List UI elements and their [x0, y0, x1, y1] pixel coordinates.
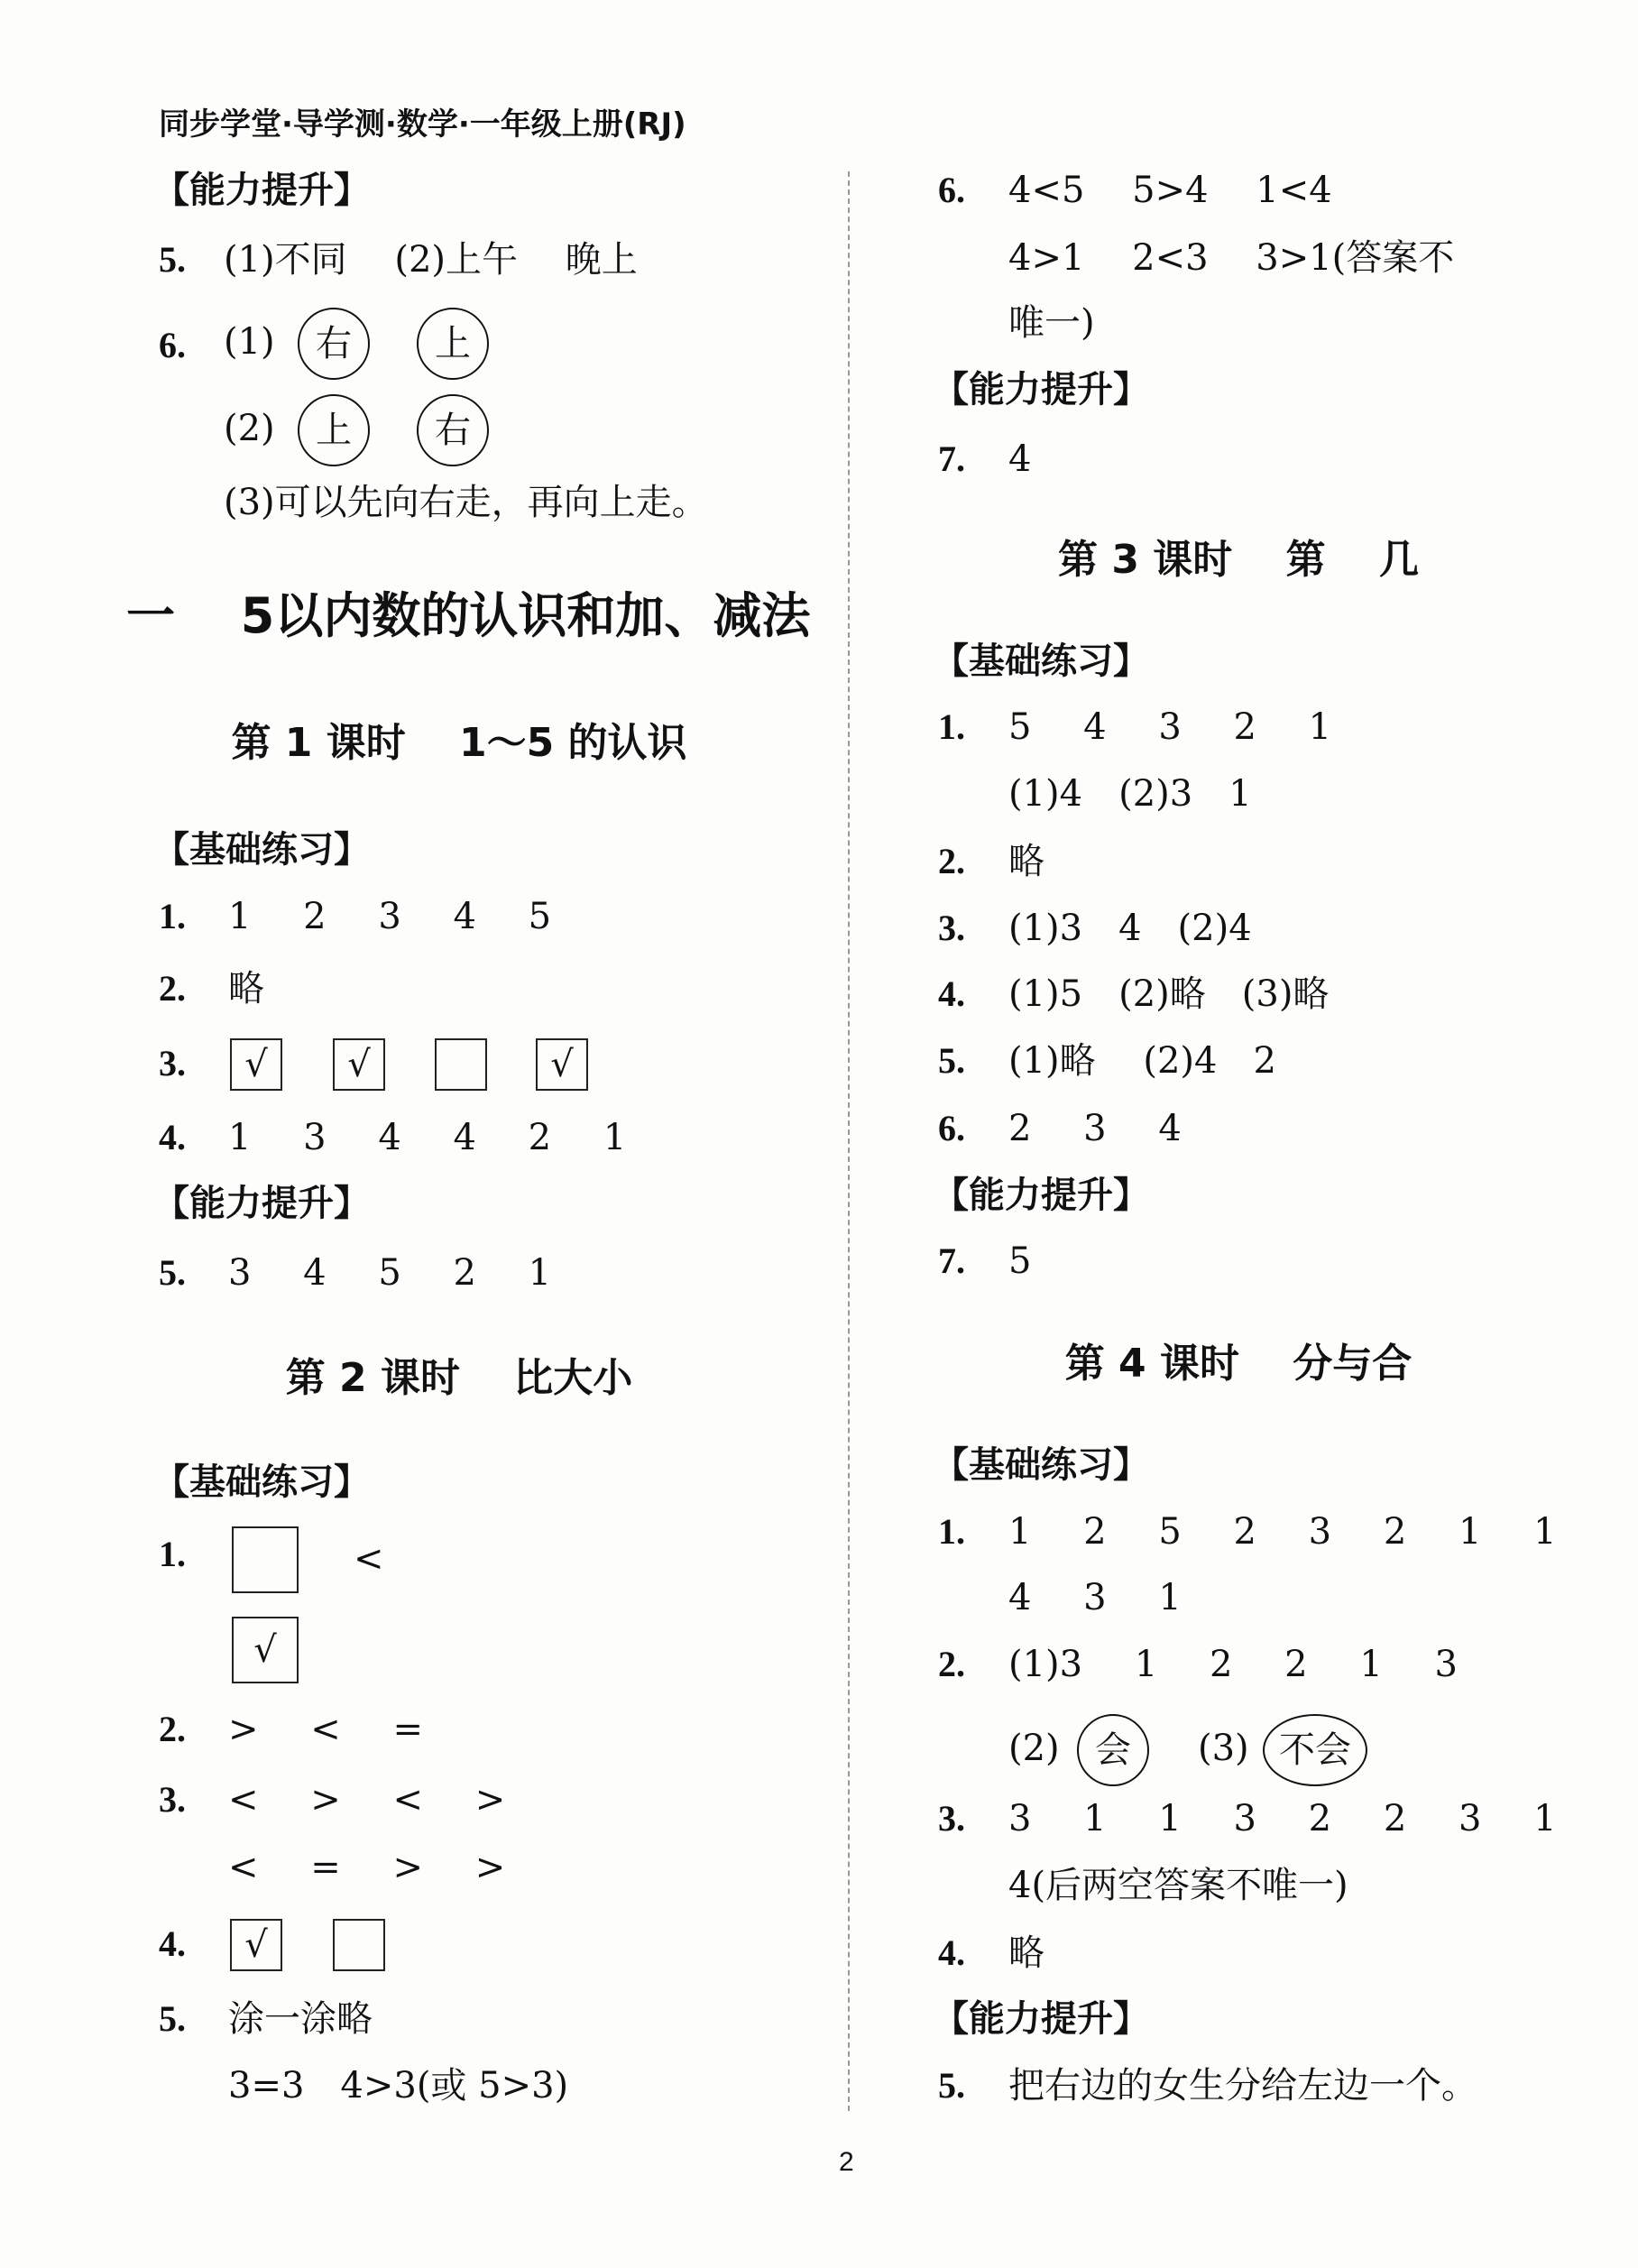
- section-basic: 【基础练习】: [153, 1461, 370, 1503]
- check-box: √: [232, 1617, 299, 1683]
- circled-answer: 会: [1077, 1714, 1149, 1786]
- running-header: 同步学堂·导学测·数学·一年级上册(RJ): [159, 106, 686, 143]
- answer-part: (1): [224, 321, 275, 363]
- section-basic: 【基础练习】: [933, 641, 1149, 682]
- circled-answer: 右: [298, 308, 370, 380]
- q-number: 5.: [938, 2065, 965, 2106]
- answer-text: 2 3 4: [1008, 1108, 1182, 1149]
- answer-text: 5 4 3 2 1: [1008, 706, 1332, 748]
- answer-part: (2): [1008, 1728, 1060, 1769]
- q-number: 2.: [159, 968, 186, 1009]
- answer-text: < > < >: [228, 1779, 506, 1821]
- section-ability: 【能力提升】: [933, 1175, 1149, 1216]
- answer-symbol: <: [354, 1538, 384, 1580]
- check-box: √: [230, 1038, 282, 1091]
- q-number: 7.: [938, 1240, 965, 1281]
- answer-text: 3 4 5 2 1: [228, 1252, 552, 1294]
- q-number: 5.: [159, 239, 186, 280]
- answer-text: < = > >: [228, 1847, 506, 1888]
- circled-answer: 右: [417, 394, 489, 466]
- q-number: 2.: [938, 1644, 965, 1684]
- q-number: 3.: [938, 908, 965, 948]
- lesson-title: 第 3 课时 第 几: [1058, 537, 1419, 583]
- circled-answer: 上: [417, 308, 489, 380]
- q-number: 6.: [938, 170, 965, 210]
- section-ability: 【能力提升】: [933, 1998, 1149, 2040]
- q-number: 4.: [938, 1932, 965, 1973]
- q-number: 4.: [159, 1923, 186, 1964]
- answer-text: 略: [228, 968, 264, 1010]
- answer-part: (2): [224, 408, 275, 449]
- answer-text: 4: [1008, 438, 1032, 480]
- lesson-title: 第 1 课时 1～5 的认识: [231, 720, 687, 766]
- check-box: √: [333, 1038, 385, 1091]
- answer-text: 4 3 1: [1008, 1577, 1182, 1618]
- check-box: [333, 1919, 385, 1971]
- answer-text: (1)3 1 2 2 1 3: [1008, 1644, 1458, 1685]
- q-number: 1.: [938, 1511, 965, 1552]
- q-number: 5.: [159, 1252, 186, 1293]
- answer-text: 略: [1008, 1932, 1044, 1974]
- answer-text: (1)4 (2)3 1: [1008, 773, 1252, 815]
- answer-text: 略: [1008, 841, 1044, 882]
- answer-text: (1)3 4 (2)4: [1008, 908, 1252, 949]
- lesson-title: 第 2 课时 比大小: [285, 1355, 633, 1401]
- answer-part: (3): [1198, 1728, 1249, 1769]
- answer-text: 4>1 2<3 3>1(答案不: [1008, 237, 1455, 279]
- check-box: √: [230, 1919, 282, 1971]
- answer-text: (1)5 (2)略 (3)略: [1008, 973, 1330, 1015]
- q-number: 6.: [938, 1108, 965, 1148]
- answer-text: 4(后两空答案不唯一): [1008, 1865, 1348, 1906]
- answer-text: 唯一): [1008, 302, 1095, 344]
- answer-text: 3=3 4>3(或 5>3): [228, 2065, 569, 2107]
- q-number: 1.: [159, 896, 186, 936]
- answer-text: 把右边的女生分给左边一个。: [1008, 2065, 1477, 2107]
- page-number: 2: [839, 2147, 854, 2177]
- lesson-title: 第 4 课时 分与合: [1064, 1341, 1413, 1387]
- q-number: 5.: [938, 1040, 965, 1081]
- check-box: [435, 1038, 487, 1091]
- answer-text: 5: [1008, 1240, 1032, 1282]
- answer-text: 1 2 3 4 5: [228, 896, 552, 937]
- answer-text: (1)略 (2)4 2: [1008, 1040, 1276, 1082]
- q-number: 3.: [159, 1779, 186, 1820]
- column-divider: [848, 171, 850, 2111]
- check-box: [232, 1526, 299, 1593]
- q-number: 6.: [159, 325, 186, 365]
- q-number: 1.: [938, 706, 965, 747]
- q-number: 4.: [938, 973, 965, 1014]
- q-number: 3.: [159, 1043, 186, 1083]
- answer-text: 1 2 5 2 3 2 1 1: [1008, 1511, 1557, 1553]
- q-number: 4.: [159, 1117, 186, 1157]
- answer-text: 1 3 4 4 2 1: [228, 1117, 627, 1158]
- answer-text: 4<5 5>4 1<4: [1008, 170, 1332, 211]
- q-number: 2.: [938, 841, 965, 881]
- circled-answer: 上: [298, 394, 370, 466]
- section-basic: 【基础练习】: [153, 829, 370, 871]
- answer-text: 3 1 1 3 2 2 3 1: [1008, 1798, 1557, 1839]
- check-box: √: [536, 1038, 588, 1091]
- answer-text: > < =: [228, 1709, 423, 1750]
- section-ability: 【能力提升】: [933, 369, 1149, 410]
- section-ability: 【能力提升】: [153, 1183, 370, 1224]
- q-number: 1.: [159, 1534, 186, 1574]
- q-number: 5.: [159, 1998, 186, 2039]
- q-number: 2.: [159, 1709, 186, 1749]
- answer-text: (3)可以先向右走，再向上走。: [224, 482, 708, 523]
- q-number: 7.: [938, 438, 965, 479]
- section-ability: 【能力提升】: [153, 170, 370, 211]
- answer-text: (1)不同 (2)上午 晚上: [224, 239, 638, 281]
- chapter-title: 一 5以内数的认识和加、减法: [126, 587, 811, 644]
- answer-text: 涂一涂略: [228, 1998, 373, 2040]
- q-number: 3.: [938, 1798, 965, 1839]
- circled-answer: 不会: [1263, 1714, 1367, 1786]
- section-basic: 【基础练习】: [933, 1444, 1149, 1486]
